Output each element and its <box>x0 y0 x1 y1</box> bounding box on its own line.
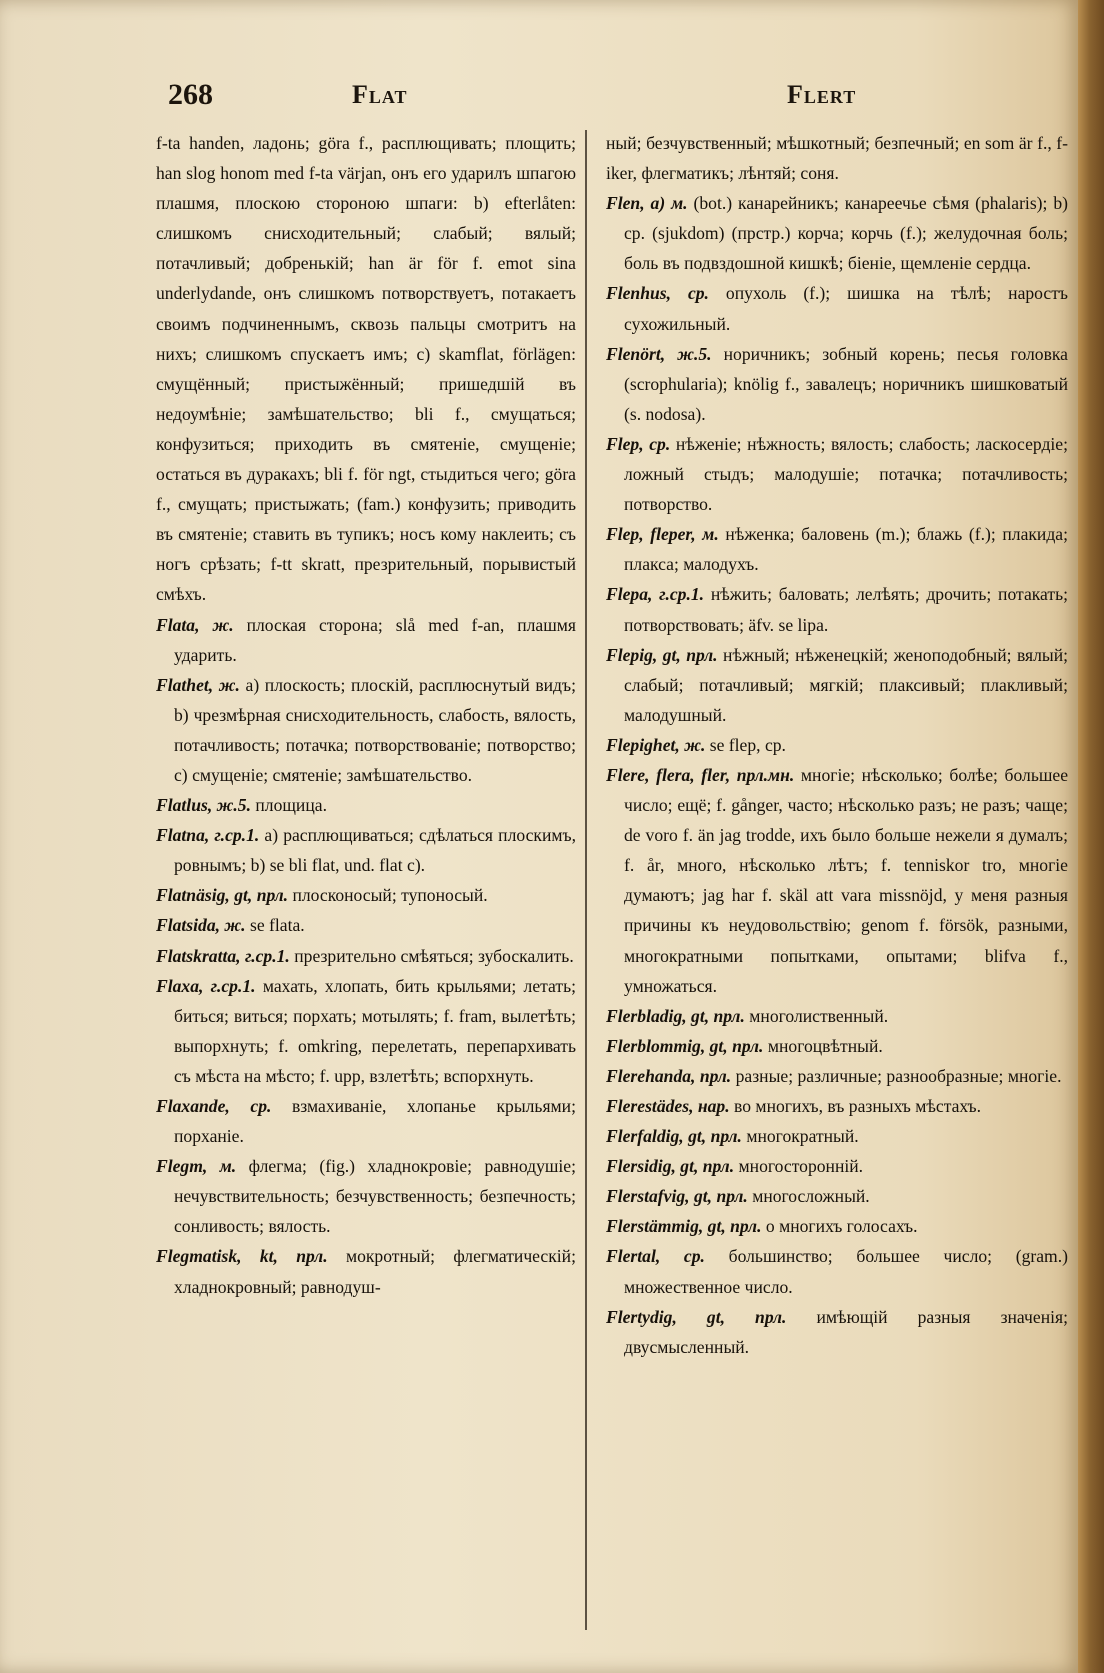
entry-headword: Flerstämmig, gt, прл. <box>606 1216 762 1237</box>
dictionary-entry <box>156 910 576 940</box>
dictionary-entry <box>156 1091 576 1151</box>
entry-headword: Flertydig, gt, прл. <box>606 1306 787 1327</box>
entry-definition: a) расплющиваться; сдѣлаться плоскимъ, ровнымъ; b) se bli flat, und. flat c). <box>174 825 576 876</box>
dictionary-entry <box>606 1302 1068 1362</box>
entry-headword: Flere, flera, fler, прл.мн. <box>606 764 795 785</box>
dictionary-entry <box>606 579 1068 639</box>
entry-definition: большинство; большее число; (gram.) множественное число. <box>624 1246 1069 1297</box>
dictionary-entry <box>156 670 576 790</box>
dictionary-entry <box>606 1001 1068 1031</box>
entry-definition: взмахиваніе, хлопанье крыльями; порханіе. <box>174 1096 576 1147</box>
dictionary-entry <box>606 640 1068 730</box>
page-header <box>0 78 1078 118</box>
entry-definition: многократный. <box>746 1126 859 1147</box>
entry-headword: Flersidig, gt, прл. <box>606 1156 735 1177</box>
entry-headword: Flen, a) м. <box>606 193 688 214</box>
entry-headword: Flerfaldig, gt, прл. <box>606 1126 742 1147</box>
dictionary-entry <box>156 790 576 820</box>
dictionary-entry <box>606 1091 1068 1121</box>
dictionary-entry <box>156 1241 576 1301</box>
entry-definition: нѣжить; баловать; лелѣять; дрочить; потакать; потворствовать; äfv. se lipa. <box>624 584 1068 635</box>
entry-definition: нѣжный; нѣженецкій; женоподобный; вялый; слабый; потачливый; мягкій; плаксивый; плакливый; малодушный. <box>624 644 1069 725</box>
entry-definition: плоская сторона; slå med f-an, плашмя ударить. <box>174 614 576 665</box>
entry-headword: Flegmatisk, kt, прл. <box>156 1246 328 1267</box>
entry-definition: опухоль (f.); шишка на тѣлѣ; наростъ сухожильный. <box>624 283 1069 334</box>
entry-definition: se flep, ср. <box>709 734 786 755</box>
dictionary-entry <box>156 820 576 880</box>
dictionary-entry <box>156 971 576 1091</box>
entry-definition: флегма; (fig.) хладнокровіе; равнодушіе; нечувствительность; безчувственность; безпечность; сонливость; вялость. <box>174 1156 576 1237</box>
left-column <box>156 128 576 1302</box>
entry-definition: многолиственный. <box>749 1005 889 1026</box>
entry-headword: Flepighet, ж. <box>606 734 706 755</box>
entry-headword: Flathet, ж. <box>156 674 240 695</box>
entry-definition: a) плоскость; плоскій, расплюснутый видъ; b) чрезмѣрная снисходительность, слабость, вялость, потачливость; потачка; потворствованіе; потворство; c) смущеніе; смятеніе; замѣшательство. <box>174 674 576 785</box>
entry-definition: имѣющій разныя значенія; двусмысленный. <box>624 1306 1068 1357</box>
entry-headword: Flatnäsig, gt, прл. <box>156 885 289 906</box>
entry-headword: Flaxande, ср. <box>156 1096 272 1116</box>
entry-headword: Flepig, gt, прл. <box>606 644 718 665</box>
dictionary-entry <box>606 730 1068 760</box>
entry-definition: площица. <box>255 795 327 816</box>
entry-headword: Flatsida, ж. <box>156 915 246 936</box>
column-divider <box>585 130 587 1630</box>
entry-definition: многіе; нѣсколько; болѣе; большее число; ещё; f. gånger, часто; нѣсколько разъ; не разъ; чаще; de voro f. än jag trodde, ихъ было больше нежели я думалъ; f. år, много, нѣсколько лѣтъ; f. tenniskor tro, многіе думаютъ; jag har f. skäl att vara missnöjd, у меня разныя причины къ неудовольствію; genom f. försök, разными, многократными попытками, опытами; blifva f., умножаться. <box>624 764 1069 996</box>
entry-headword: Flatskratta, г.ср.1. <box>156 945 290 966</box>
dictionary-entry <box>606 1151 1068 1181</box>
entry-definition: махать, хлопать, бить крыльями; летать; биться; виться; порхать; мотылять; f. fram, вылетѣть; выпорхнуть; f. omkring, перелетать, перепархивать съ мѣста на мѣсто; f. upp, взлетѣть; вспорхнуть. <box>174 975 576 1086</box>
dictionary-entry <box>606 1211 1068 1241</box>
entry-headword: Flep, fleper, м. <box>606 524 719 545</box>
dictionary-entry <box>156 1151 576 1241</box>
entry-definition: ный; безчувственный; мѣшкотный; безпечный; en som är f., f-iker, флегматикъ; лѣнтяй; соня. <box>606 133 1068 184</box>
continued-entry <box>606 128 1068 188</box>
entry-headword: Flatna, г.ср.1. <box>156 825 260 846</box>
entry-definition: нѣженка; баловень (m.); блажь (f.); плакида; плакса; малодухъ. <box>624 524 1068 575</box>
entry-headword: Flerestädes, нар. <box>606 1096 730 1116</box>
entry-headword: Flenört, ж.5. <box>606 343 712 364</box>
dictionary-entry <box>156 880 576 910</box>
entry-definition: многосторонній. <box>738 1156 864 1177</box>
dictionary-entry <box>606 1061 1068 1091</box>
entry-headword: Flerstafvig, gt, прл. <box>606 1186 748 1207</box>
page-number: 268 <box>168 78 213 111</box>
continued-entry <box>156 128 576 610</box>
book-edge <box>1078 0 1104 1673</box>
entry-definition: многоцвѣтный. <box>767 1035 883 1056</box>
dictionary-entry <box>606 188 1068 278</box>
dictionary-entry <box>606 1241 1068 1301</box>
entry-definition: плосконосый; тупоносый. <box>292 885 488 906</box>
entry-definition: f-ta handen, ладонь; göra f., расплющивать; площить; han slog honom med f-ta värjan, онъ его ударилъ шпагою плашмя, плоскою стороною шпаги: b) efterlåten: слишкомъ снисходительный; слабый; вялый; потачливый; добренькій; han är för f. emot sina underlydande, онъ слишкомъ потворствуетъ, потакаетъ своимъ подчиненнымъ, сквозь пальцы смотритъ на нихъ; слишкомъ спускаетъ имъ; c) skamflat, förlägen: смущённый; пристыжённый; пришедшій въ недоумѣніе; замѣшательство; bli f., смущаться; конфузиться; приходить въ смятеніе, смущеніе; остаться въ дуракахъ; bli f. för ngt, стыдиться чего; göra f., смущать; пристыжать; (fam.) конфузить; приводить въ смятеніе; ставить въ тупикъ; носъ кому наклеить; съ ногъ срѣзать; f-tt skratt, презрительный, порывистый смѣхъ. <box>156 133 576 605</box>
dictionary-entry <box>606 429 1068 519</box>
entry-headword: Flata, ж. <box>156 614 234 635</box>
entry-headword: Flegm, м. <box>156 1156 237 1177</box>
entry-headword: Flenhus, ср. <box>606 283 709 304</box>
entry-headword: Flerblommig, gt, прл. <box>606 1035 764 1056</box>
entry-headword: Flep, ср. <box>606 433 671 454</box>
entry-definition: мокротный; флегматическій; хладнокровный; равнодуш- <box>174 1246 576 1297</box>
entry-definition: (bot.) канарейникъ; канареечье сѣмя (phalaris); b) ср. (sjukdom) (прстр.) корча; корчь (f.); желудочная боль; боль въ подвздошной кишкѣ; біеніе, щемленіе сердца. <box>624 193 1068 274</box>
entry-definition: во многихъ, въ разныхъ мѣстахъ. <box>734 1096 982 1116</box>
entry-headword: Flatlus, ж.5. <box>156 795 251 816</box>
entry-headword: Flerehanda, прл. <box>606 1065 732 1086</box>
dictionary-entry <box>606 1031 1068 1061</box>
entry-definition: se flata. <box>250 915 305 936</box>
dictionary-entry <box>156 610 576 670</box>
dictionary-entry <box>156 941 576 971</box>
entry-definition: многосложный. <box>752 1186 870 1207</box>
entry-headword: Flaxa, г.ср.1. <box>156 975 256 996</box>
entry-definition: о многихъ голосахъ. <box>765 1216 918 1237</box>
entry-definition: разные; различные; разнообразные; многіе. <box>735 1065 1062 1086</box>
dictionary-entry <box>606 1181 1068 1211</box>
entry-headword: Flerbladig, gt, прл. <box>606 1005 745 1026</box>
dictionary-entry <box>606 278 1068 338</box>
entry-definition: норичникъ; зобный корень; песья головка (scrophularia); knölig f., завалецъ; норичникъ шишковатый (s. nodosa). <box>624 343 1068 424</box>
entry-headword: Flepa, г.ср.1. <box>606 584 705 605</box>
entry-definition: презрительно смѣяться; зубоскалить. <box>294 945 574 966</box>
dictionary-entry <box>606 1121 1068 1151</box>
dictionary-entry <box>606 519 1068 579</box>
dictionary-entry <box>606 339 1068 429</box>
right-column <box>606 128 1068 1362</box>
entry-headword: Flertal, ср. <box>606 1246 705 1267</box>
entry-definition: нѣженіе; нѣжность; вялость; слабость; ласкосердіе; ложный стыдъ; малодушіе; потачка; потачливость; потворство. <box>624 433 1068 515</box>
dictionary-entry <box>606 760 1068 1001</box>
running-head-left: Flat <box>352 80 408 109</box>
running-head-right: Flert <box>787 80 857 109</box>
